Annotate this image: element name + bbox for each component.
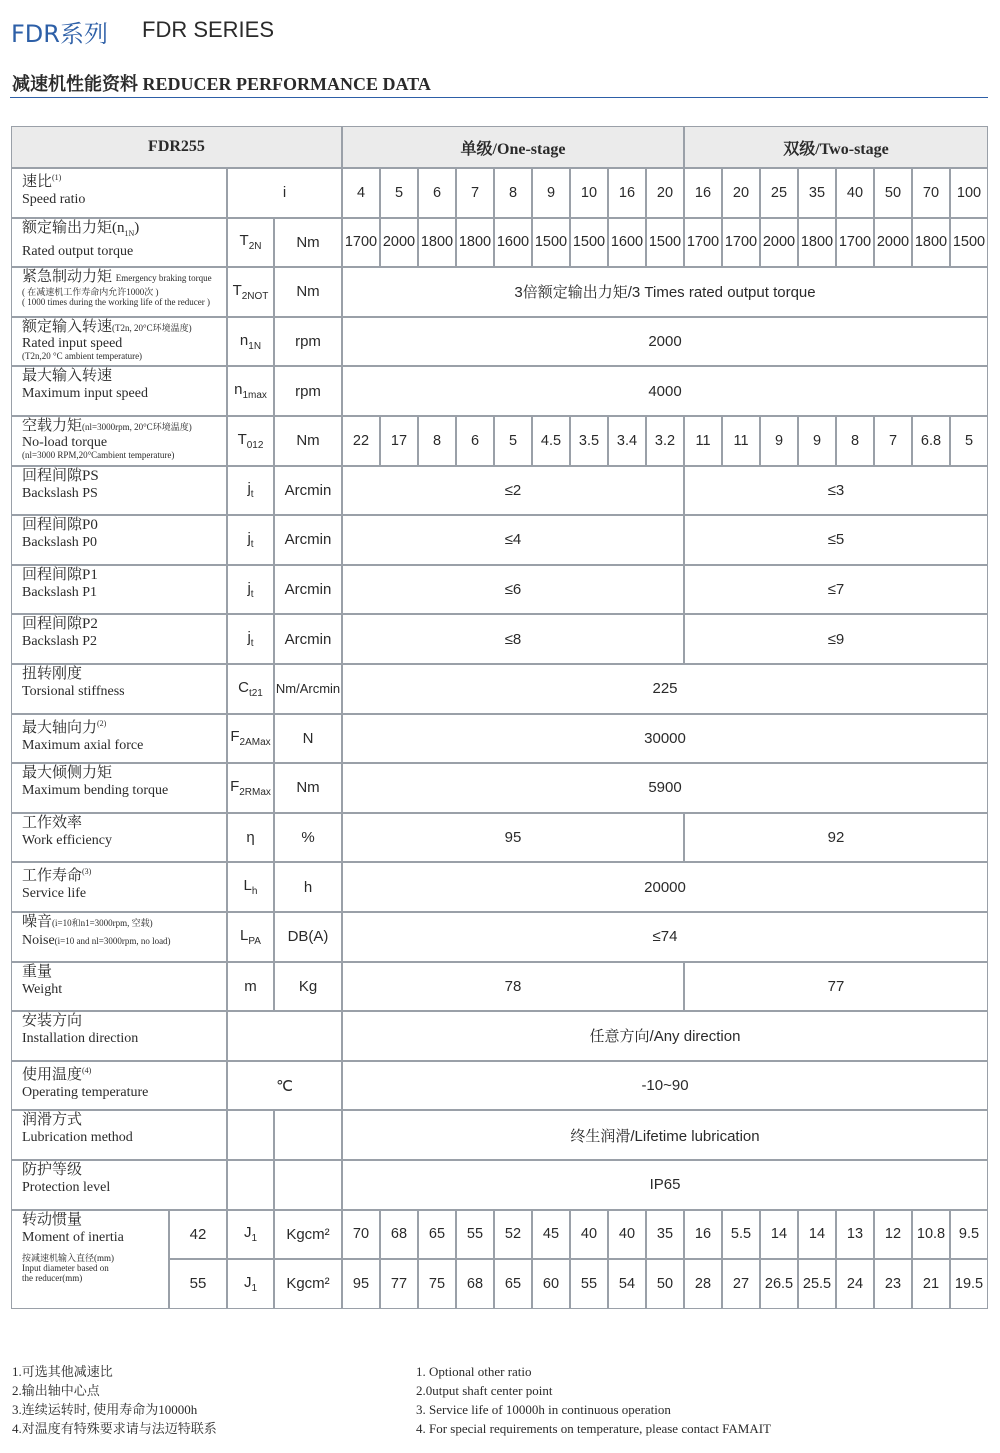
row-label-axial: 最大轴向力$^{(2)}$ Maximum axial force	[11, 714, 227, 764]
performance-table	[11, 126, 988, 1309]
section-divider	[10, 97, 988, 98]
two-stage-header: 双级/Two-stage	[684, 126, 988, 168]
symbol-backlash-p1	[227, 565, 274, 615]
symbol: m	[244, 977, 257, 995]
symbol-weight	[227, 962, 274, 1012]
row-label-efficiency: 工作效率 Work efficiency	[11, 813, 227, 863]
symbol-backlash-p0	[227, 515, 274, 565]
ratio-value: 70	[912, 168, 950, 218]
row-label-no-load: 空载力矩(nl=3000rpm, 20°C环境温度) No-load torque (nl=3000 RPM,20°Cambient temperature)	[11, 416, 227, 466]
symbol-life	[227, 862, 274, 912]
ratio-value: 8	[494, 168, 532, 218]
unit-backlash-p0: Arcmin	[274, 515, 342, 565]
value-no-load: 9	[798, 416, 836, 466]
footnote-en-2: 2.0utput shaft center point	[416, 1383, 553, 1398]
symbol: $j_t$	[247, 529, 254, 550]
symbol-emergency	[227, 267, 274, 317]
ratio-value: 35	[798, 168, 836, 218]
value-inertia: 55	[456, 1210, 494, 1260]
footnote-en-4: 4. For special requirements on temperature, please contact FAMAIT	[416, 1421, 771, 1436]
value-inertia: 68	[456, 1259, 494, 1309]
value-noise: ≤74	[342, 912, 988, 962]
unit-emergency: Nm	[274, 267, 342, 317]
ratio-value: 16	[684, 168, 722, 218]
value-installation: 任意方向/Any direction	[342, 1011, 988, 1061]
ratio-value: 9	[532, 168, 570, 218]
value-inertia: 54	[608, 1259, 646, 1309]
value-rated-torque: 1800	[798, 218, 836, 268]
blank-protection-unit	[274, 1160, 342, 1210]
value-rated-torque: 1800	[456, 218, 494, 268]
value-backlash-p0-one: ≤4	[342, 515, 684, 565]
value-lubrication: 终生润滑/Lifetime lubrication	[342, 1110, 988, 1160]
value-inertia: 95	[342, 1259, 380, 1309]
value-rated-torque: 1700	[684, 218, 722, 268]
unit-bending: Nm	[274, 763, 342, 813]
footnote-en-3: 3. Service life of 10000h in continuous operation	[416, 1402, 671, 1417]
ratio-symbol: i	[227, 168, 342, 218]
value-weight-one: 78	[342, 962, 684, 1012]
blank-installation	[227, 1011, 342, 1061]
unit-efficiency: %	[274, 813, 342, 863]
value-rated-torque: 2000	[760, 218, 798, 268]
unit-torsional: Nm/Arcmin	[274, 664, 342, 714]
ratio-value: 4	[342, 168, 380, 218]
footnote-cn-1: 1.可选其他减速比	[12, 1364, 113, 1379]
symbol: $j_t$	[247, 629, 254, 650]
symbol-efficiency	[227, 813, 274, 863]
symbol: $C_{t21}$	[238, 678, 263, 699]
value-inertia: 70	[342, 1210, 380, 1260]
row-label-rated-input: 额定输入转速(T2n, 20°C环境温度) Rated input speed (T2n,20 °C ambient temperature)	[11, 317, 227, 367]
value-inertia: 40	[570, 1210, 608, 1260]
value-no-load: 3.4	[608, 416, 646, 466]
unit-life: h	[274, 862, 342, 912]
value-no-load: 5	[494, 416, 532, 466]
footnote-en-1: 1. Optional other ratio	[416, 1364, 532, 1379]
value-no-load: 6.8	[912, 416, 950, 466]
value-rated-torque: 1700	[722, 218, 760, 268]
ratio-value: 7	[456, 168, 494, 218]
value-no-load: 4.5	[532, 416, 570, 466]
value-inertia: 24	[836, 1259, 874, 1309]
value-rated-torque: 1800	[418, 218, 456, 268]
value-inertia: 26.5	[760, 1259, 798, 1309]
footnotes-en	[416, 1362, 771, 1438]
value-inertia: 52	[494, 1210, 532, 1260]
unit-weight: Kg	[274, 962, 342, 1012]
value-inertia: 9.5	[950, 1210, 988, 1260]
symbol: $n_{1N}$	[239, 331, 262, 352]
value-temperature: -10~90	[342, 1061, 988, 1111]
section-title	[12, 70, 431, 96]
value-inertia: 19.5	[950, 1259, 988, 1309]
input-diameter: 55	[169, 1259, 227, 1309]
ratio-value: 50	[874, 168, 912, 218]
value-inertia: 65	[494, 1259, 532, 1309]
value-inertia: 27	[722, 1259, 760, 1309]
symbol: $n_{1max}$	[234, 381, 267, 402]
value-bending: 5900	[342, 763, 988, 813]
value-protection: IP65	[342, 1160, 988, 1210]
value-inertia: 10.8	[912, 1210, 950, 1260]
unit-temperature: ℃	[227, 1061, 342, 1111]
value-inertia: 23	[874, 1259, 912, 1309]
row-label-rated-torque: 额定输出力矩$(n_{1N})$ Rated output torque	[11, 218, 227, 268]
row-label-temperature: 使用温度$^{(4)}$ Operating temperature	[11, 1061, 227, 1111]
value-inertia: 5.5	[722, 1210, 760, 1260]
footnote-cn-2: 2.输出轴中心点	[12, 1383, 100, 1398]
value-no-load: 3.5	[570, 416, 608, 466]
row-label-inertia: 转动惯量 Moment of inertia 按减速机输入直径(mm) Input diameter based on the reducer(mm)	[11, 1210, 169, 1309]
value-rated-input: 2000	[342, 317, 988, 367]
ratio-value: 20	[722, 168, 760, 218]
value-rated-torque: 1600	[494, 218, 532, 268]
row-label-emergency: 紧急制动力矩 Emergency braking torque ( 在减速机工作寿命内允许1000次 ) ( 1000 times during the working life of the reducer )	[11, 267, 227, 317]
symbol-rated-input	[227, 317, 274, 367]
blank-lubrication-sym	[227, 1110, 274, 1160]
row-label-life: 工作寿命$^{(3)}$ Service life	[11, 862, 227, 912]
value-backlash-ps-two: ≤3	[684, 466, 988, 516]
value-inertia: 77	[380, 1259, 418, 1309]
symbol: $J_1$	[243, 1273, 258, 1294]
row-label-torsional: 扭转刚度 Torsional stiffness	[11, 664, 227, 714]
unit-rated-torque: Nm	[274, 218, 342, 268]
symbol-max-input	[227, 366, 274, 416]
row-label-noise: 噪音(i=10和n1=3000rpm, 空载) Noise(i=10 and nl=3000rpm, no load)	[11, 912, 227, 962]
value-inertia: 35	[646, 1210, 684, 1260]
series-title: FDR系列	[11, 20, 108, 48]
ratio-value: 20	[646, 168, 684, 218]
value-efficiency-two: 92	[684, 813, 988, 863]
row-label-installation: 安装方向 Installation direction	[11, 1011, 227, 1061]
symbol: $T_{2N}$	[239, 232, 262, 253]
value-no-load: 7	[874, 416, 912, 466]
value-backlash-p2-two: ≤9	[684, 614, 988, 664]
symbol-no-load	[227, 416, 274, 466]
symbol: $j_t$	[247, 480, 254, 501]
row-label-weight: 重量 Weight	[11, 962, 227, 1012]
value-rated-torque: 1500	[646, 218, 684, 268]
ratio-value: 100	[950, 168, 988, 218]
value-weight-two: 77	[684, 962, 988, 1012]
value-rated-torque: 1500	[532, 218, 570, 268]
value-inertia: 68	[380, 1210, 418, 1260]
symbol-inertia	[227, 1259, 274, 1309]
value-max-input: 4000	[342, 366, 988, 416]
ratio-value: 5	[380, 168, 418, 218]
unit-inertia: Kgcm²	[274, 1259, 342, 1309]
row-label-backlash-p2: 回程间隙P2 Backslash P2	[11, 614, 227, 664]
one-stage-header: 单级/One-stage	[342, 126, 684, 168]
value-inertia: 60	[532, 1259, 570, 1309]
symbol-noise	[227, 912, 274, 962]
unit-backlash-ps: Arcmin	[274, 466, 342, 516]
unit-max-input: rpm	[274, 366, 342, 416]
value-rated-torque: 1700	[342, 218, 380, 268]
model-header: FDR255	[11, 126, 342, 168]
row-label-speed-ratio: 速比$^{(1)}$ Speed ratio	[11, 168, 227, 218]
ratio-value: 25	[760, 168, 798, 218]
value-no-load: 9	[760, 416, 798, 466]
blank-lubrication-unit	[274, 1110, 342, 1160]
value-backlash-p1-one: ≤6	[342, 565, 684, 615]
symbol: $j_t$	[247, 579, 254, 600]
value-efficiency-one: 95	[342, 813, 684, 863]
value-rated-torque: 1500	[950, 218, 988, 268]
ratio-value: 10	[570, 168, 608, 218]
value-rated-torque: 1600	[608, 218, 646, 268]
symbol-backlash-p2	[227, 614, 274, 664]
row-label-backlash-p1: 回程间隙P1 Backslash P1	[11, 565, 227, 615]
value-rated-torque: 2000	[874, 218, 912, 268]
value-inertia: 28	[684, 1259, 722, 1309]
value-inertia: 45	[532, 1210, 570, 1260]
input-diameter: 42	[169, 1210, 227, 1260]
symbol-torsional	[227, 664, 274, 714]
value-inertia: 14	[760, 1210, 798, 1260]
row-label-backlash-ps: 回程间隙PS Backslash PS	[11, 466, 227, 516]
ratio-value: 16	[608, 168, 646, 218]
value-inertia: 21	[912, 1259, 950, 1309]
row-label-lubrication: 润滑方式 Lubrication method	[11, 1110, 227, 1160]
value-backlash-p2-one: ≤8	[342, 614, 684, 664]
unit-axial: N	[274, 714, 342, 764]
value-inertia: 50	[646, 1259, 684, 1309]
section-title-en: REDUCER PERFORMANCE DATA	[142, 74, 431, 94]
value-inertia: 14	[798, 1210, 836, 1260]
unit-noise: DB(A)	[274, 912, 342, 962]
symbol-axial	[227, 714, 274, 764]
value-inertia: 25.5	[798, 1259, 836, 1309]
series-subtitle: FDR SERIES	[142, 17, 275, 42]
ratio-value: 40	[836, 168, 874, 218]
value-no-load: 17	[380, 416, 418, 466]
unit-no-load: Nm	[274, 416, 342, 466]
value-inertia: 12	[874, 1210, 912, 1260]
row-label-bending: 最大倾侧力矩 Maximum bending torque	[11, 763, 227, 813]
value-no-load: 6	[456, 416, 494, 466]
value-no-load: 3.2	[646, 416, 684, 466]
footnote-cn-4: 4.对温度有特殊要求请与法迈特联系	[12, 1421, 217, 1436]
value-life: 20000	[342, 862, 988, 912]
value-inertia: 75	[418, 1259, 456, 1309]
row-label-protection: 防护等级 Protection level	[11, 1160, 227, 1210]
symbol-rated-torque	[227, 218, 274, 268]
value-rated-torque: 1500	[570, 218, 608, 268]
symbol: η	[246, 829, 255, 847]
value-emergency: 3倍额定输出力矩/3 Times rated output torque	[342, 267, 988, 317]
value-backlash-p0-two: ≤5	[684, 515, 988, 565]
symbol: $F_{2AMax}$	[230, 728, 271, 749]
symbol: $T_{012}$	[237, 430, 264, 451]
unit-backlash-p2: Arcmin	[274, 614, 342, 664]
unit-rated-input: rpm	[274, 317, 342, 367]
symbol: $L_h$	[243, 877, 258, 898]
value-rated-torque: 1700	[836, 218, 874, 268]
symbol: $F_{2RMax}$	[230, 777, 271, 798]
value-backlash-p1-two: ≤7	[684, 565, 988, 615]
footnotes-cn	[12, 1362, 217, 1438]
value-no-load: 8	[418, 416, 456, 466]
symbol-backlash-ps	[227, 466, 274, 516]
value-no-load: 8	[836, 416, 874, 466]
value-torsional: 225	[342, 664, 988, 714]
value-no-load: 22	[342, 416, 380, 466]
value-axial: 30000	[342, 714, 988, 764]
section-title-cn: 减速机性能资料	[12, 74, 138, 94]
symbol: $L_{PA}$	[240, 926, 261, 947]
value-no-load: 5	[950, 416, 988, 466]
value-inertia: 40	[608, 1210, 646, 1260]
value-inertia: 55	[570, 1259, 608, 1309]
value-rated-torque: 1800	[912, 218, 950, 268]
row-label-max-input: 最大输入转速 Maximum input speed	[11, 366, 227, 416]
blank-protection-sym	[227, 1160, 274, 1210]
value-no-load: 11	[722, 416, 760, 466]
value-backlash-ps-one: ≤2	[342, 466, 684, 516]
ratio-value: 6	[418, 168, 456, 218]
unit-inertia: Kgcm²	[274, 1210, 342, 1260]
value-rated-torque: 2000	[380, 218, 418, 268]
footnote-cn-3: 3.连续运转时, 使用寿命为10000h	[12, 1402, 198, 1417]
value-no-load: 11	[684, 416, 722, 466]
row-label-backlash-p0: 回程间隙P0 Backslash P0	[11, 515, 227, 565]
symbol: $J_1$	[243, 1224, 258, 1245]
value-inertia: 65	[418, 1210, 456, 1260]
symbol: $T_{2NOT}$	[232, 281, 269, 302]
value-inertia: 13	[836, 1210, 874, 1260]
unit-backlash-p1: Arcmin	[274, 565, 342, 615]
symbol-inertia	[227, 1210, 274, 1260]
symbol-bending	[227, 763, 274, 813]
value-inertia: 16	[684, 1210, 722, 1260]
